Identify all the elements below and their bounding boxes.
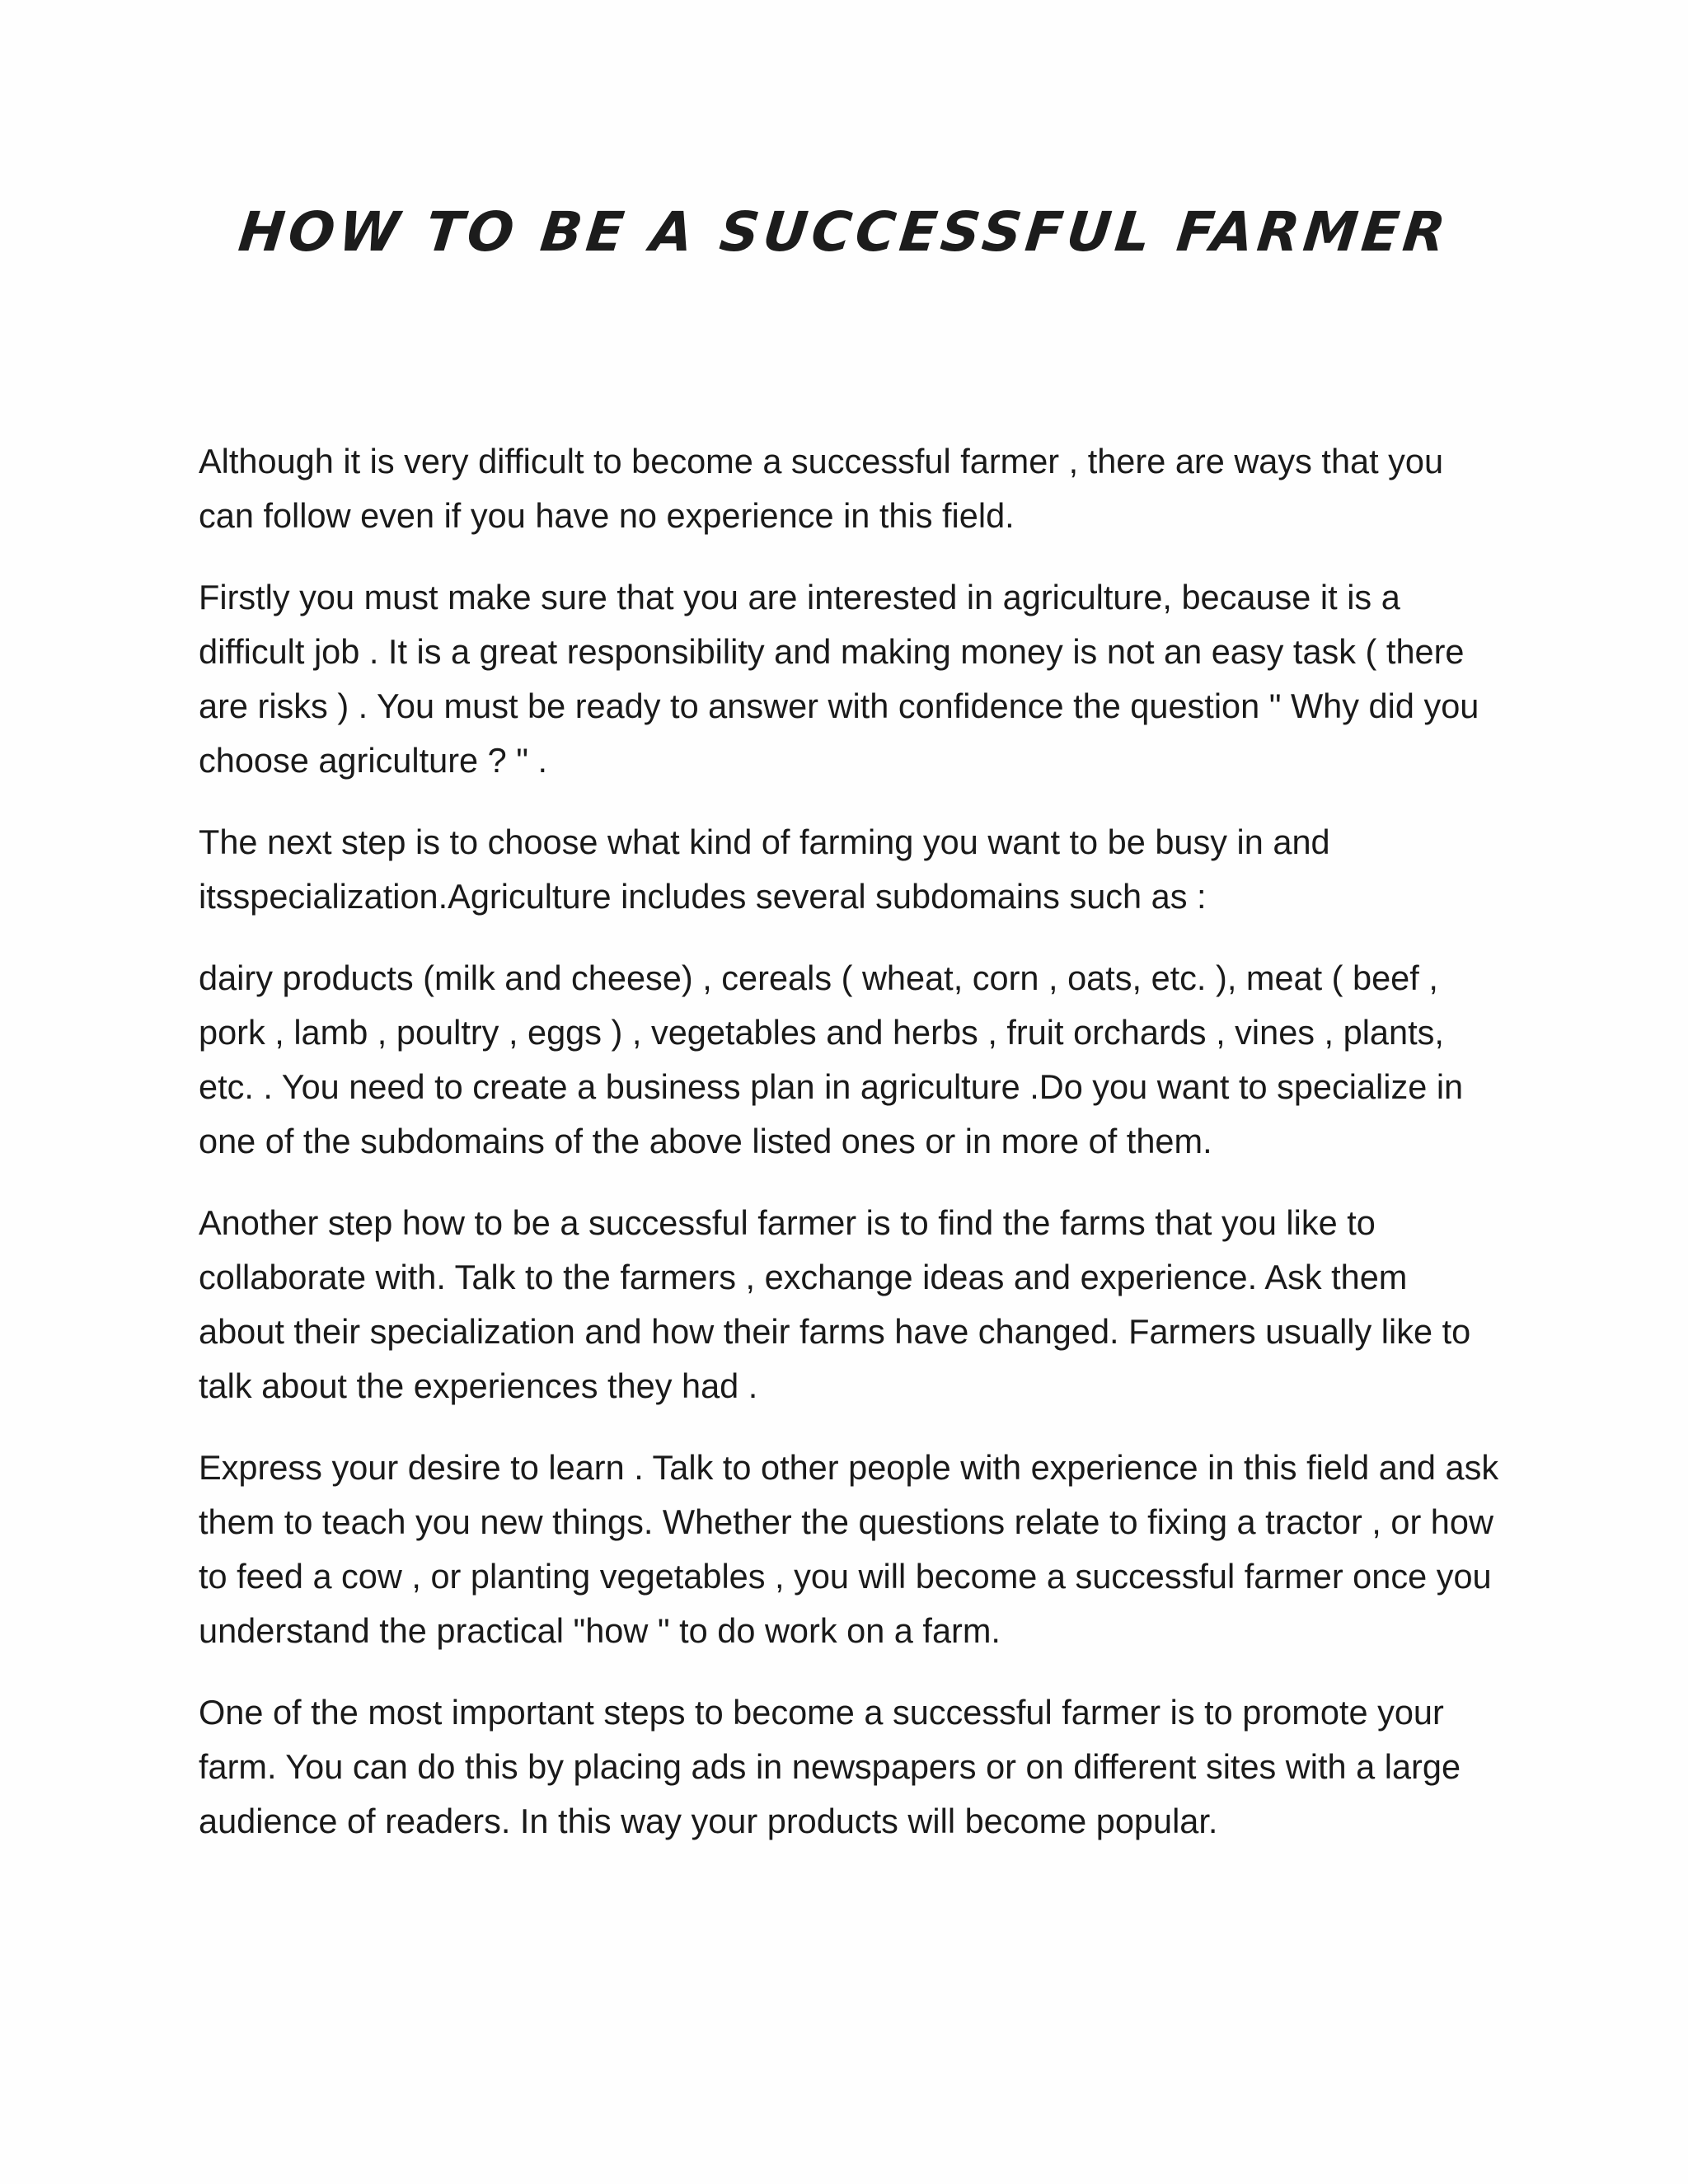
document-title: HOW TO BE A SUCCESSFUL FARMER — [235, 200, 1453, 264]
paragraph-intro: Although it is very difficult to become a successful farmer , there are ways that you can follow even if you have no experience in this field. — [199, 442, 1444, 535]
paragraph-subdomains: dairy products (milk and cheese) , cereals ( wheat, corn , oats, etc. ), meat ( beef , pork , lamb , poultry , eggs ) , vegetables and herbs , fruit orchards , vines , plants, etc. . You need to create a business plan in agriculture .Do you want to specialize in one of the subdomains of the above listed ones or in more of them. — [199, 958, 1464, 1160]
paragraph-interest: Firstly you must make sure that you are interested in agriculture, because it is a difficult job . It is a great responsibility and making money is not an easy task ( there are risks ) . You must be ready to answer with confidence the question " Why did you choose agriculture ? " . — [199, 578, 1479, 780]
document-body — [199, 434, 1501, 1876]
paragraph-learn: Express your desire to learn . Talk to other people with experience in this field and ask them to teach you new things. Whether the questions relate to fixing a tractor , or how to feed a cow , or planting vegetables , you will become a successful farmer once you understand the practical "how " to do work on a farm. — [199, 1448, 1499, 1650]
paragraph-promote: One of the most important steps to become a successful farmer is to promote your farm. You can do this by placing ads in newspapers or on different sites with a large audience of readers. In this way your products will become popular. — [199, 1693, 1461, 1840]
paragraph-next-step: The next step is to choose what kind of farming you want to be busy in and itsspecialization.Agriculture includes several subdomains such as : — [199, 823, 1330, 916]
paragraph-collaborate: Another step how to be a successful farmer is to find the farms that you like to collaborate with. Talk to the farmers , exchange ideas and experience. Ask them about their specialization and how their farms have changed. Farmers usually like to talk about the experiences they had . — [199, 1203, 1471, 1405]
